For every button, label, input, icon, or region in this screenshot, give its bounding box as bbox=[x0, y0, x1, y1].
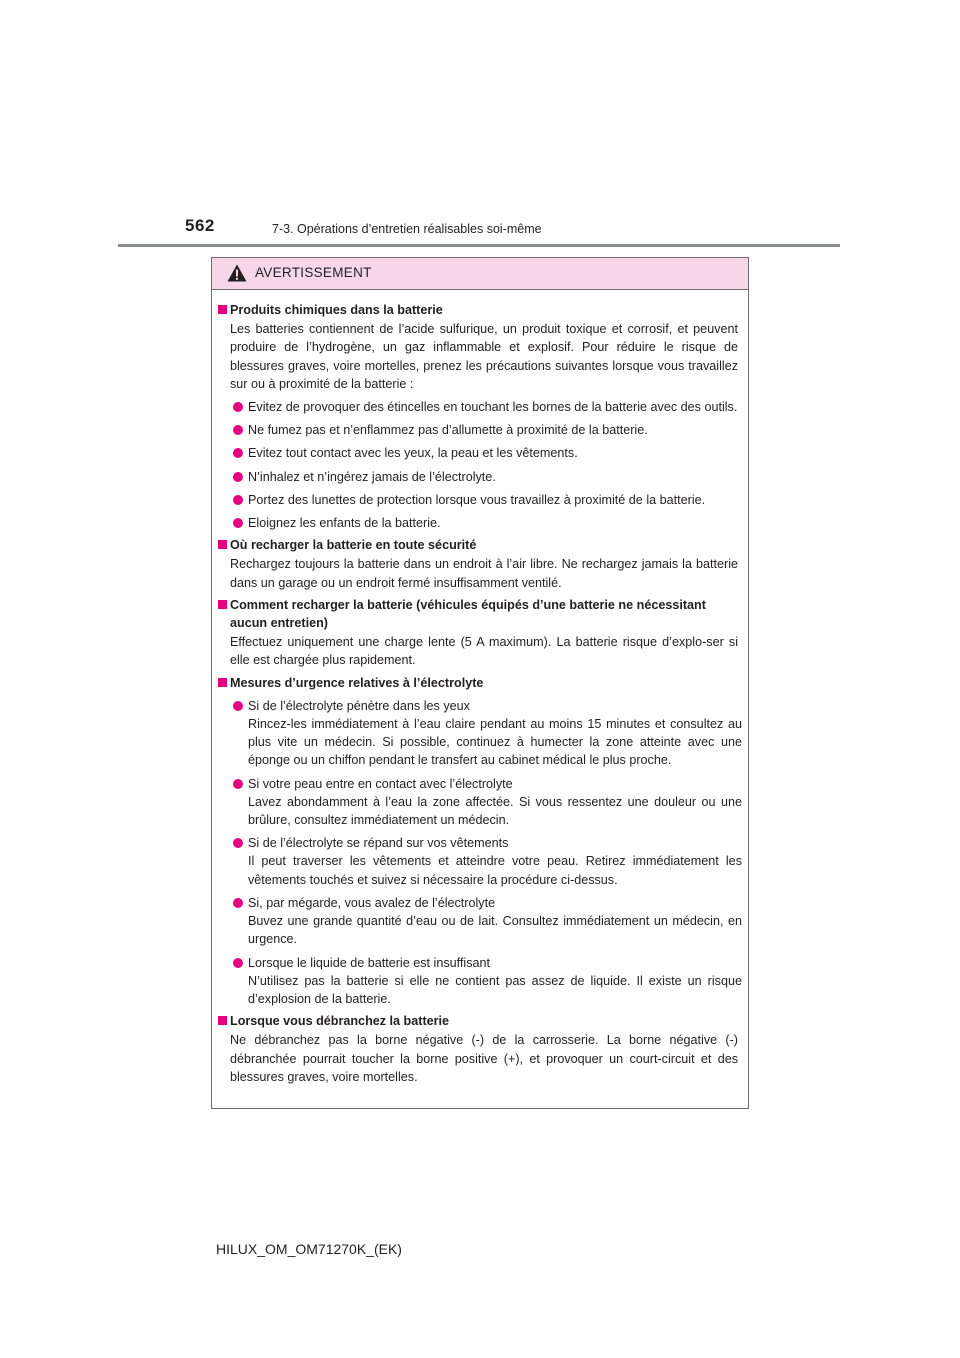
section-paragraph: Les batteries contiennent de l’acide sulfurique, un produit toxique et corrosif, et peuvent produire de l’hydrogène, un gaz inflammable et explosif. Pour réduire le risque de blessures graves, voire mortelles, prenez les précautions suivantes lorsque vous travaillez sur ou à proximité de la batterie : bbox=[230, 322, 738, 391]
warning-triangle-icon bbox=[227, 264, 247, 282]
list-item-lead: Ne fumez pas et n’enflammez pas d’allumette à proximité de la batterie. bbox=[248, 423, 648, 438]
list-item-detail: Il peut traverser les vêtements et atteindre votre peau. Retirez immédiatement les vêtements touchés et suivez si nécessaire la procédure ci-dessus. bbox=[248, 854, 742, 887]
section-heading bbox=[218, 536, 742, 554]
section-title: 7-3. Opérations d’entretien réalisables soi-même bbox=[272, 222, 542, 236]
list-item-lead: Si de l’électrolyte se répand sur vos vêtements bbox=[248, 836, 509, 851]
round-bullet-icon bbox=[233, 402, 243, 412]
header-rule bbox=[118, 244, 840, 247]
list-item bbox=[218, 954, 742, 1009]
doc-code: HILUX_OM_OM71270K_(EK) bbox=[216, 1241, 402, 1257]
list-item bbox=[218, 491, 742, 509]
section-heading bbox=[218, 596, 742, 632]
list-item-lead: N’inhalez et n’ingérez jamais de l’électrolyte. bbox=[248, 469, 496, 484]
section-paragraph: Ne débranchez pas la borne négative (-) de la carrosserie. La borne négative (-) débranchée pourrait toucher la borne positive (+), et provoquer un court-circuit et des blessures graves, voire mortelles. bbox=[230, 1033, 738, 1084]
list-item-lead: Si votre peau entre en contact avec l’électrolyte bbox=[248, 776, 513, 791]
round-bullet-icon bbox=[233, 425, 243, 435]
list-item-lead: Si, par mégarde, vous avalez de l’électrolyte bbox=[248, 895, 496, 910]
round-bullet-icon bbox=[233, 701, 243, 711]
warning-title: AVERTISSEMENT bbox=[255, 265, 372, 280]
warning-header bbox=[212, 258, 748, 290]
list-item-lead: Portez des lunettes de protection lorsque vous travaillez à proximité de la batterie. bbox=[248, 492, 706, 507]
section-heading-text: Comment recharger la batterie (véhicules équipés d’une batterie ne nécessitant aucun entretien) bbox=[230, 597, 706, 631]
warning-box bbox=[211, 257, 749, 1109]
list-item bbox=[218, 697, 742, 770]
list-item bbox=[218, 514, 742, 532]
list-item bbox=[218, 834, 742, 889]
list-item bbox=[218, 444, 742, 462]
round-bullet-icon bbox=[233, 958, 243, 968]
section-paragraph: Rechargez toujours la batterie dans un endroit à l’air libre. Ne rechargez jamais la batterie dans un garage ou un endroit fermé insuffisamment ventilé. bbox=[230, 557, 738, 590]
list-item-detail: Lavez abondamment à l’eau la zone affectée. Si vous ressentez une douleur ou une brûlure, consultez immédiatement un médecin. bbox=[248, 794, 742, 828]
section-heading-text: Produits chimiques dans la batterie bbox=[230, 303, 443, 317]
page-number: 562 bbox=[185, 216, 215, 235]
list-item bbox=[218, 421, 742, 439]
list-item-detail: Rincez-les immédiatement à l’eau claire pendant au moins 15 minutes et consultez au plus vite un médecin. Si possible, continuez à humecter la zone atteinte avec une éponge ou un chiffon pendant le transfert au cabinet médical le plus proche. bbox=[248, 717, 742, 768]
square-bullet-icon bbox=[218, 540, 227, 549]
section-heading-text: Où recharger la batterie en toute sécurité bbox=[230, 538, 477, 553]
section-heading bbox=[218, 1012, 742, 1030]
section-heading-text: Mesures d’urgence relatives à l’électrolyte bbox=[230, 675, 484, 690]
round-bullet-icon bbox=[233, 472, 243, 482]
round-bullet-icon bbox=[233, 779, 243, 789]
list-item bbox=[218, 468, 742, 486]
square-bullet-icon bbox=[218, 1016, 227, 1025]
list-item bbox=[218, 775, 742, 830]
round-bullet-icon bbox=[233, 898, 243, 908]
square-bullet-icon bbox=[218, 600, 227, 609]
section-heading-text: Lorsque vous débranchez la batterie bbox=[230, 1014, 450, 1029]
square-bullet-icon bbox=[218, 305, 227, 314]
list-item bbox=[218, 398, 742, 416]
round-bullet-icon bbox=[233, 518, 243, 528]
round-bullet-icon bbox=[233, 495, 243, 505]
list-item-lead: Eloignez les enfants de la batterie. bbox=[248, 516, 441, 531]
list-item-lead: Evitez tout contact avec les yeux, la peau et les vêtements. bbox=[248, 446, 578, 461]
list-item bbox=[218, 894, 742, 949]
section-heading bbox=[218, 301, 742, 319]
warning-body bbox=[212, 290, 748, 1086]
list-item-detail: Buvez une grande quantité d’eau ou de lait. Consultez immédiatement un médecin, en urgence. bbox=[248, 914, 742, 947]
round-bullet-icon bbox=[233, 448, 243, 458]
square-bullet-icon bbox=[218, 678, 227, 687]
list-item-lead: Lorsque le liquide de batterie est insuffisant bbox=[248, 955, 491, 970]
section-paragraph: Effectuez uniquement une charge lente (5 A maximum). La batterie risque d’explo-ser si elle est chargée plus rapidement. bbox=[230, 635, 738, 668]
section-heading bbox=[218, 674, 742, 692]
list-item-lead: Si de l’électrolyte pénètre dans les yeux bbox=[248, 698, 470, 713]
list-item-lead: Evitez de provoquer des étincelles en touchant les bornes de la batterie avec des outils. bbox=[248, 400, 738, 415]
round-bullet-icon bbox=[233, 838, 243, 848]
list-item-detail: N’utilisez pas la batterie si elle ne contient pas assez de liquide. Il existe un risque d’explosion de la batterie. bbox=[248, 973, 742, 1006]
